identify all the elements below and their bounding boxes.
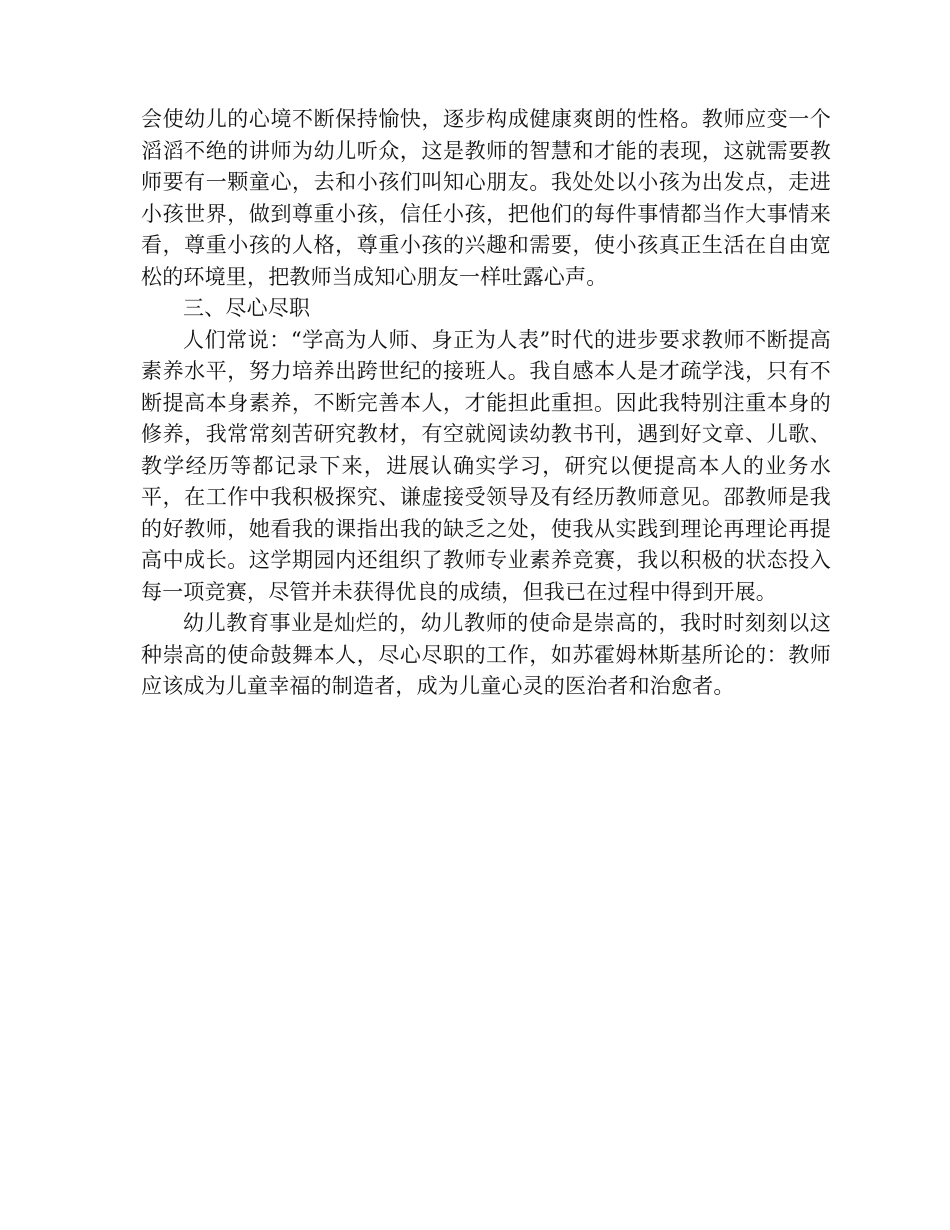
paragraph-duty: 人们常说：“学高为人师、身正为人表”时代的进步要求教师不断提高素养水平，努力培养出跨世纪的接班人。我自感本人是才疏学浅，只有不断提高本身素养，不断完善本人，才能担此重担。因此我特别注重本身的修养，我常常刻苦研究教材，有空就阅读幼教书刊，遇到好文章、儿歌、教学经历等都记录下来，进展认确实学习，研究以便提高本人的业务水平，在工作中我积极探究、谦虚接受领导及有经历教师意见。邵教师是我的好教师，她看我的课指出我的缺乏之处，使我从实践到理论再理论再提高中成长。这学期园内还组织了教师专业素养竞赛，我以积极的状态投入每一项竞赛，尽管并未获得优良的成绩，但我已在过程中得到开展。 [141,327,831,604]
section-heading: 三、尽心尽职 [183,296,311,320]
document-body [141,104,831,703]
paragraph-mission: 幼儿教育事业是灿烂的，幼儿教师的使命是崇高的，我时时刻刻以这种崇高的使命鼓舞本人，尽心尽职的工作，如苏霍姆林斯基所论的：教师应该成为儿童幸福的制造者，成为儿童心灵的医治者和治愈者。 [141,611,831,698]
paragraph-continuation: 会使幼儿的心境不断保持愉快，逐步构成健康爽朗的性格。教师应变一个滔滔不绝的讲师为幼儿听众，这是教师的智慧和才能的表现，这就需要教师要有一颗童心，去和小孩们叫知心朋友。我处处以小孩为出发点，走进小孩世界，做到尊重小孩，信任小孩，把他们的每件事情都当作大事情来看，尊重小孩的人格，尊重小孩的兴趣和需要，使小孩真正生活在自由宽松的环境里，把教师当成知心朋友一样吐露心声。 [141,107,831,289]
